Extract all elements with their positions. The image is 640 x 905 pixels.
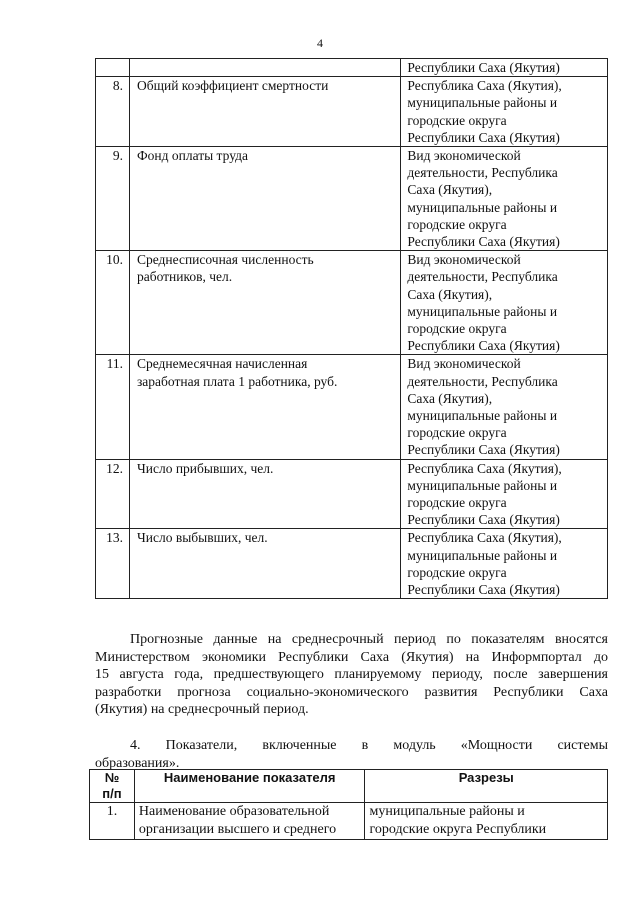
indicator-name: Среднемесячная начисленная заработная плата 1 работника, руб. <box>129 355 400 459</box>
row-number: 9. <box>96 147 130 251</box>
region-line: муниципальные районы и <box>407 199 558 215</box>
indicator-name: Наименование образовательной организации высшего и среднего <box>134 803 365 840</box>
indicator-regions <box>401 77 608 147</box>
region-line: Республики Саха (Якутия) <box>407 129 560 145</box>
region-line: Республики Саха (Якутия) <box>407 512 560 528</box>
region-line: муниципальные районы и <box>407 477 558 493</box>
indicator-name: Фонд оплаты труда <box>129 147 400 251</box>
header-num: № п/п <box>90 770 135 803</box>
region-line: городские округа <box>407 495 507 511</box>
paragraph-line: (Якутия) на среднесрочный период. <box>95 702 309 717</box>
indicator-name <box>129 59 400 77</box>
table-row <box>96 147 608 251</box>
region-line: Республика Саха (Якутия), <box>407 530 562 546</box>
row-number: 1. <box>90 803 135 840</box>
region-line: Республики Саха (Якутия) <box>407 582 560 598</box>
indicator-name: Общий коэффициент смертности <box>129 77 400 147</box>
region-line: Саха (Якутия), <box>407 286 493 302</box>
region-line: Саха (Якутия), <box>407 182 493 198</box>
region-line: деятельности, Республика <box>407 373 558 389</box>
region-line: деятельности, Республика <box>407 165 558 181</box>
table-row <box>96 355 608 459</box>
indicator-regions <box>401 459 608 529</box>
header-name: Наименование показателя <box>134 770 365 803</box>
table-row <box>96 251 608 355</box>
header-sections: Разрезы <box>365 770 608 803</box>
region-line: муниципальные районы и <box>407 408 558 424</box>
region-line: муниципальные районы и <box>407 95 558 111</box>
table-row <box>96 77 608 147</box>
table-row <box>96 59 608 77</box>
region-line: Республика Саха (Якутия), <box>407 460 562 476</box>
region-line: городские округа <box>407 112 507 128</box>
section-heading-line: образования». <box>95 755 180 771</box>
region-line: Республики Саха (Якутия) <box>407 338 560 354</box>
indicators-table <box>95 58 608 599</box>
table-row <box>96 459 608 529</box>
region-line: Вид экономической <box>407 356 521 372</box>
region-line: Вид экономической <box>407 252 521 268</box>
region-line: Республики Саха (Якутия) <box>407 442 560 458</box>
region-line: городские округа <box>407 216 507 232</box>
region-line: муниципальные районы и <box>407 303 558 319</box>
region-line: Республики Саха (Якутия) <box>407 234 560 250</box>
row-number: 11. <box>96 355 130 459</box>
row-number <box>96 59 130 77</box>
region-line: Республики Саха (Якутия) <box>407 60 560 75</box>
row-number: 10. <box>96 251 130 355</box>
region-line: городские округа <box>407 564 507 580</box>
indicator-regions <box>401 251 608 355</box>
indicator-name: Среднесписочная численность работников, чел. <box>129 251 400 355</box>
region-line: городские округа <box>407 321 507 337</box>
table-row <box>90 803 608 840</box>
paragraph-line: Прогнозные данные на среднесрочный период по показателям вносятся <box>130 632 608 647</box>
table-row <box>96 529 608 599</box>
forecast-paragraph <box>95 631 608 719</box>
education-capacity-table <box>89 769 608 840</box>
table-header-row <box>90 770 608 803</box>
region-line: деятельности, Республика <box>407 269 558 285</box>
page-number: 4 <box>317 36 323 50</box>
region-line: городские округа <box>407 425 507 441</box>
indicator-name: Число прибывших, чел. <box>129 459 400 529</box>
indicator-sections: муниципальные районы и городские округа Республики <box>365 803 608 840</box>
region-line: Саха (Якутия), <box>407 390 493 406</box>
indicator-regions <box>401 59 608 77</box>
region-line: муниципальные районы и <box>407 547 558 563</box>
indicators-table-body <box>96 59 608 599</box>
indicator-regions <box>401 147 608 251</box>
row-number: 12. <box>96 459 130 529</box>
indicator-regions <box>401 355 608 459</box>
paragraph-line: Министерством экономики Республики Саха (Якутия) на Информпортал до <box>95 649 608 665</box>
indicator-regions <box>401 529 608 599</box>
row-number: 13. <box>96 529 130 599</box>
region-line: Вид экономической <box>407 148 521 164</box>
region-line: Республика Саха (Якутия), <box>407 78 562 94</box>
paragraph-line: разработки прогноза социально-экономического развития Республики Саха <box>95 684 608 700</box>
section-heading-line: 4. Показатели, включенные в модуль «Мощности системы <box>130 738 608 753</box>
paragraph-line: 15 августа года, предшествующего планируемому периоду, после завершения <box>95 667 608 682</box>
row-number: 8. <box>96 77 130 147</box>
section-4-heading <box>95 737 608 772</box>
indicator-name: Число выбывших, чел. <box>129 529 400 599</box>
